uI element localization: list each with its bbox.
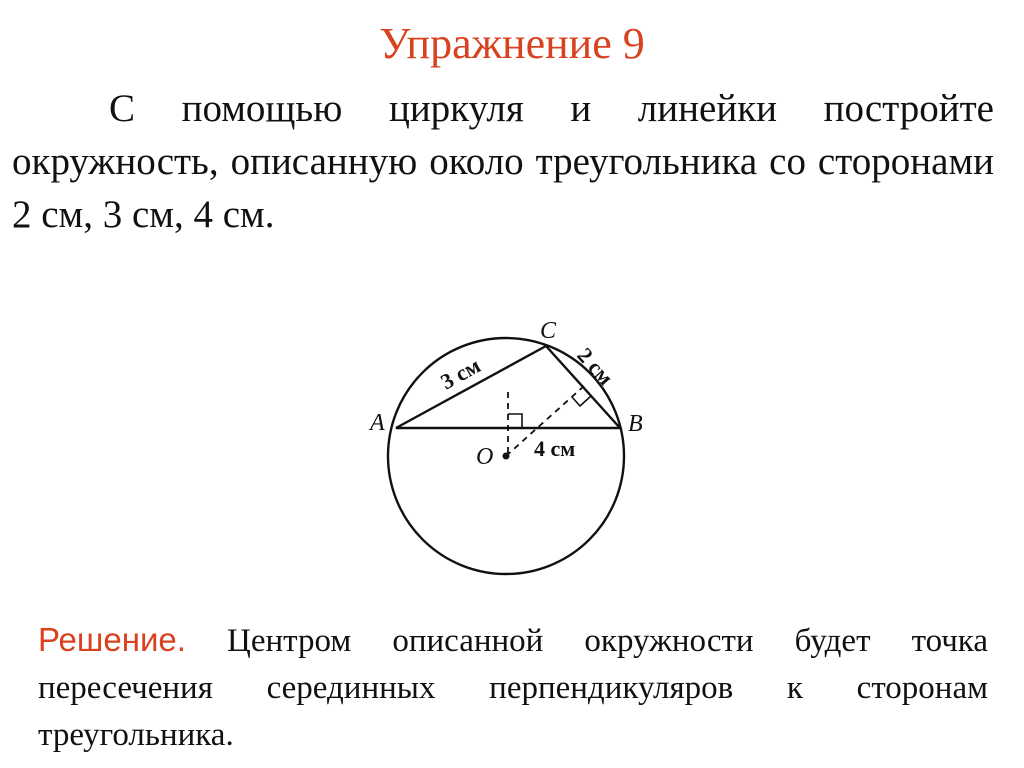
- label-point-b: B: [628, 411, 643, 437]
- right-angle-mark-cb: [572, 396, 591, 406]
- label-point-a: A: [370, 410, 385, 436]
- circumscribed-circle-figure: [350, 300, 680, 590]
- label-side-cb: 2 см: [572, 342, 619, 391]
- center-point-o: [503, 453, 510, 460]
- label-side-ab: 4 см: [534, 436, 576, 461]
- right-angle-mark-ab: [508, 414, 522, 428]
- solution-label: Решение.: [38, 621, 186, 658]
- slide-title: Упражнение 9: [379, 19, 645, 68]
- label-point-c: C: [540, 318, 557, 344]
- solution-block: [38, 616, 988, 759]
- problem-statement: С помощью циркуля и линейки постройте окружность, описанную около треугольника со сторонами 2 см, 3 см, 4 см.: [12, 87, 994, 236]
- label-side-ac: 3 см: [436, 352, 485, 395]
- solution-text: Центром описанной окружности будет точка пересечения серединных перпендикуляров к сторонам треугольника.: [38, 623, 988, 753]
- label-point-o: O: [476, 444, 494, 470]
